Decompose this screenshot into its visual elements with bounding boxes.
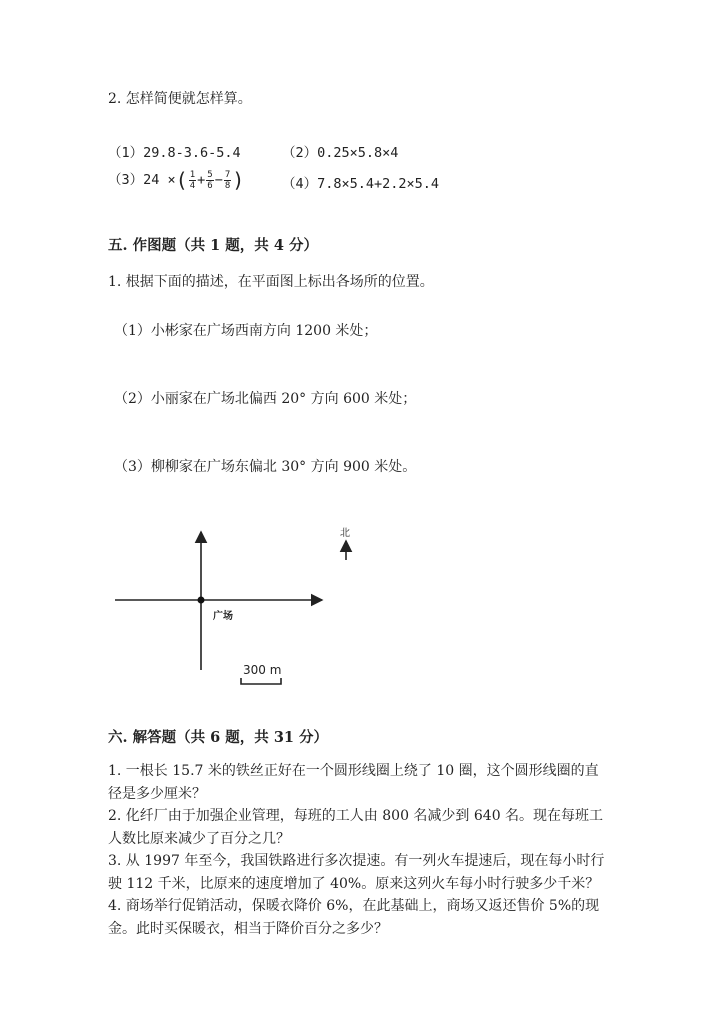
problem-2 [108,805,608,851]
sub-item: （2）小丽家在广场北偏西 20° 方向 600 米处； [114,391,417,407]
expression-label: （1） [108,145,144,161]
sub-item: （1）小彬家在广场西南方向 1200 米处； [114,323,378,339]
fraction: $\frac{5}{6}$ [207,169,213,191]
section-heading: 六. 解答题（共 6 题，共 31 分） [108,729,329,746]
expression-label: （2） [282,145,318,161]
expression-text: 7.8×5.4+2.2×5.4 [317,176,440,192]
north-label: 北 [340,528,350,539]
scale-bar [241,678,281,684]
operator: − [214,172,223,188]
problem-text: 4. 商场举行促销活动，保暖衣降价 6%，在此基础上，商场又返还售价 5%的现 [108,898,600,914]
problem-text: 2. 化纤厂由于加强企业管理，每班的工人由 800 名减少到 640 名。现在每班工 [108,808,604,824]
center-label: 广场 [213,611,233,622]
section-heading: 五. 作图题（共 1 题，共 4 分） [108,237,318,254]
question-title: 2. 怎样简便就怎样算。 [108,91,252,107]
expression-text: 0.25×5.8×4 [317,145,399,161]
square-point [198,597,205,604]
expression-text: 29.8-3.6-5.4 [143,145,241,161]
expression-1 [108,141,241,161]
operator: + [197,172,206,188]
scale-label: 300 m [243,663,282,677]
fraction: $\frac{7}{8}$ [224,169,231,191]
expression-4 [282,172,439,192]
problem-text: 人数比原来减少了百分之几？ [108,831,290,847]
problem-text: 3. 从 1997 年至今，我国铁路进行多次提速。有一列火车提速后，现在每小时行 [108,853,605,869]
expression-2 [282,141,398,161]
question-text: 1. 根据下面的描述，在平面图上标出各场所的位置。 [108,274,434,290]
expression-3: （3）24 ×( $\frac{1}{4}$ + $\frac{5}{6}$ − $\frac{7}{8}$ ) [108,168,245,192]
problem-text: 驶 112 千米，比原来的速度增加了 40%。原来这列火车每小时行驶多少千米？ [108,876,600,892]
problem-text: 径是多少厘米？ [108,786,206,802]
problem-3 [108,850,608,896]
problem-text: 1. 一根长 15.7 米的铁丝正好在一个圆形线圈上绕了 10 圈，这个圆形线圈的直 [108,763,599,779]
fraction: $\frac{1}{4}$ [189,169,196,191]
problem-4 [108,895,608,941]
sub-item: （3）柳柳家在广场东偏北 30° 方向 900 米处。 [114,459,417,475]
expression-prefix: 24 × [143,172,176,188]
plan-diagram [100,515,360,695]
expression-label: （3） [108,172,144,188]
problem-text: 金。此时买保暖衣，相当于降价百分之多少？ [108,921,388,937]
problem-1 [108,760,608,806]
expression-label: （4） [282,176,318,192]
